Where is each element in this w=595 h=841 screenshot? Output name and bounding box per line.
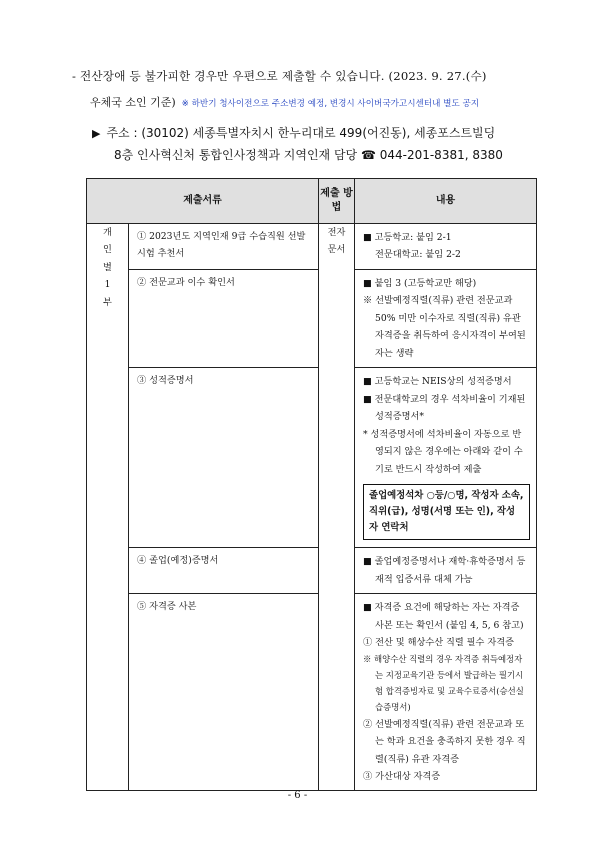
table-row bbox=[87, 224, 537, 270]
triangle-bullet-icon: ▶ bbox=[92, 127, 101, 140]
content-line: ■ 자격증 요건에 해당하는 자는 자격증 사본 또는 확인서 (붙임 4, 5, 6 참고) bbox=[363, 602, 524, 631]
content-note: * 성적증명서에 석차비율이 자동으로 반영되지 않은 경우에는 아래와 같이 수기로 반드시 작성하여 제출 bbox=[363, 428, 523, 475]
address-line-2: 8층 인사혁신처 통합인사정책과 지역인재 담당 ☎ 044-201-8381, 8380 bbox=[114, 148, 503, 162]
submission-documents-table bbox=[86, 178, 537, 791]
content-line: ■ 고등학교는 NEIS상의 성적증명서 bbox=[363, 376, 512, 388]
content-line: ■ 전문대학교의 경우 석차비율이 기재된 성적증명서* bbox=[363, 393, 526, 423]
address-text: 주소 : (30102) 세종특별자치시 한누리대로 499(어진동), 세종포스트빌딩 bbox=[106, 126, 496, 140]
document-cell: ⑤ 자격증 사본 bbox=[129, 594, 319, 791]
content-cell bbox=[355, 224, 537, 270]
content-line: ■ 고등학교: 붙임 2-1 bbox=[363, 232, 452, 243]
table-header-row bbox=[87, 179, 537, 224]
intro-line-2 bbox=[90, 94, 570, 110]
table-row bbox=[87, 368, 537, 548]
document-cell: ④ 졸업(예정)증명서 bbox=[129, 548, 319, 594]
table-row bbox=[87, 548, 537, 594]
rank-entry-box: 졸업예정석차 ○등/○명, 작성자 소속, 직위(급), 성명(서명 또는 인), 작성자 연락처 bbox=[363, 484, 530, 540]
table-row bbox=[87, 594, 537, 791]
page-number: - 6 - bbox=[287, 790, 308, 801]
address-line-1 bbox=[92, 124, 572, 141]
content-note: ※ 해양수산 직렬의 경우 자격증 취득예정자는 지정교육기관 등에서 발급하는 필기시험 합격증빙자료 및 교육수료증서(승선실습증명서) bbox=[363, 653, 524, 712]
header-method: 제출 방법 bbox=[319, 179, 355, 224]
content-cell bbox=[355, 548, 537, 594]
per-person-label: 개 인 별 1부 bbox=[87, 224, 129, 791]
content-line: ③ 가산대상 자격증 bbox=[363, 771, 441, 782]
method-electronic: 전자 문서 bbox=[319, 224, 355, 791]
content-line: ① 전산 및 해상수산 직렬 필수 자격증 bbox=[363, 637, 514, 649]
postmark-note: 우체국 소인 기준) bbox=[90, 96, 176, 109]
content-line: ■ 붙임 3 (고등학교만 해당) bbox=[363, 277, 477, 289]
header-document: 제출서류 bbox=[87, 179, 319, 224]
content-note: ※ 선발예정직렬(직류) 관련 전문교과 50% 미만 이수자로 직렬(직류) 유관 자격증을 취득하여 응시자격이 부여된 자는 생략 bbox=[363, 295, 526, 359]
content-cell bbox=[355, 269, 537, 367]
content-cell bbox=[355, 594, 537, 791]
content-cell bbox=[355, 368, 537, 548]
document-cell: ③ 성적증명서 bbox=[129, 368, 319, 548]
header-content: 내용 bbox=[355, 179, 537, 224]
document-cell: ② 전문교과 이수 확인서 bbox=[129, 269, 319, 367]
document-cell: ① 2023년도 지역인재 9급 수습직원 선발시험 추천서 bbox=[129, 224, 319, 270]
relocation-notice: ※ 하반기 청사이전으로 주소변경 예정, 변경시 사이버국가고시센터내 별도 공지 bbox=[181, 99, 480, 109]
intro-line-1: - 전산장애 등 불가피한 경우만 우편으로 제출할 수 있습니다. (2023. 9. 27.(수) bbox=[72, 69, 487, 83]
table-row bbox=[87, 269, 537, 367]
content-line: 전문대학교: 붙임 2-2 bbox=[375, 249, 461, 261]
content-line: ■ 졸업예정증명서나 재학·휴학증명서 등 재적 입증서류 대체 가능 bbox=[363, 556, 526, 585]
content-line: ② 선발예정직렬(직류) 관련 전문교과 또는 학과 요건을 충족하지 못한 경우 직렬(직류) 유관 자격증 bbox=[363, 718, 526, 765]
